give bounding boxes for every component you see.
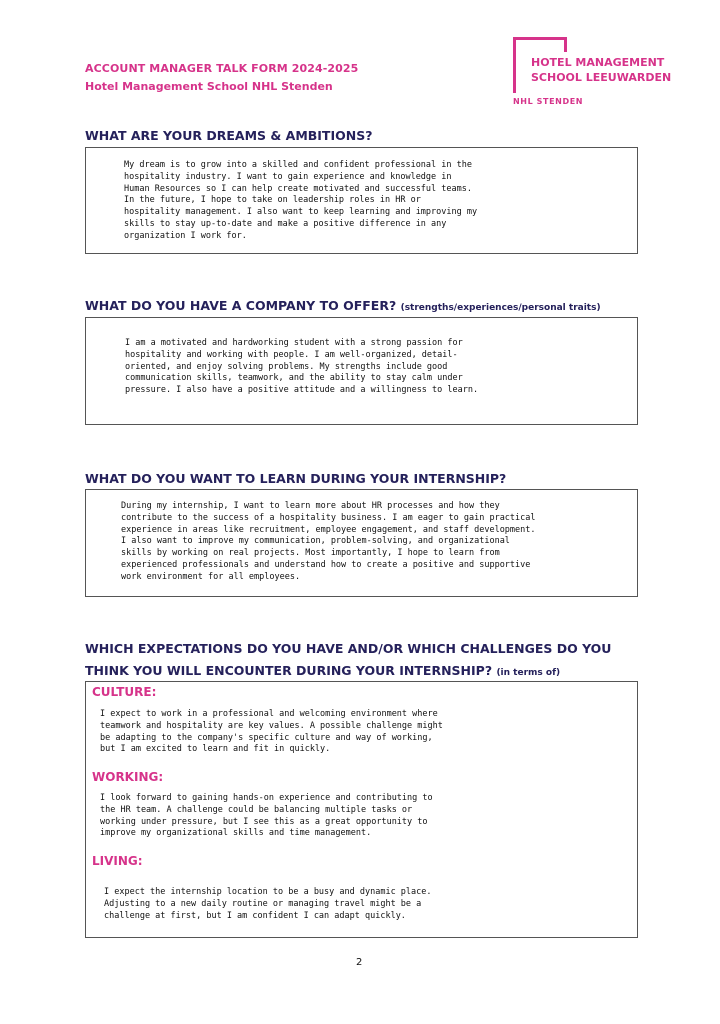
section-expectations-title-suffix: (in terms of) <box>496 668 561 678</box>
living-answer: I expect the internship location to be a busy and dynamic place. Adjusting to a new daily routine or managing travel might be a challenge at first, but I am confident I can adapt quickly. <box>104 887 432 921</box>
culture-label: CULTURE: <box>92 685 157 699</box>
offer-answer-box[interactable] <box>85 317 638 425</box>
offer-answer: I am a motivated and hardworking student with a strong passion for hospitality and working with people. I am well-organized, detail- oriented, and enjoy solving problems. My strengths include good communication skills, teamwork, and the ability to stay calm under pressure. I also have a positive attitude and a willingness to learn. <box>125 338 479 396</box>
dreams-answer-box[interactable] <box>85 147 638 254</box>
section-expectations-title-line2 <box>85 663 560 678</box>
living-label: LIVING: <box>92 854 143 868</box>
working-answer: I look forward to gaining hands-on experience and contributing to the HR team. A challenge could be balancing multiple tasks or working under pressure, but I see this as a great opportunity to improve my organizational skills and time management. <box>100 793 433 839</box>
logo-line1: HOTEL MANAGEMENT <box>531 56 665 69</box>
section-offer-title <box>85 298 601 313</box>
section-offer-title-text: WHAT DO YOU HAVE A COMPANY TO OFFER? <box>85 298 397 313</box>
culture-answer: I expect to work in a professional and welcoming environment where teamwork and hospitality are key values. A possible challenge might be adapting to the company's specific culture and way of working, but I am excited to learn and fit in quickly. <box>100 709 443 755</box>
section-learn-title <box>85 471 506 486</box>
section-expectations-title-line1-text: WHICH EXPECTATIONS DO YOU HAVE AND/OR WHICH CHALLENGES DO YOU <box>85 641 612 656</box>
expectations-box[interactable] <box>85 681 638 938</box>
logo-line2: SCHOOL LEEUWARDEN <box>531 71 672 84</box>
section-offer-title-suffix: (strengths/experiences/personal traits) <box>400 303 601 313</box>
form-title: ACCOUNT MANAGER TALK FORM 2024-2025 <box>85 62 359 75</box>
section-learn-title-text: WHAT DO YOU WANT TO LEARN DURING YOUR INTERNSHIP? <box>85 471 507 486</box>
working-label: WORKING: <box>92 770 164 784</box>
dreams-answer: My dream is to grow into a skilled and confident professional in the hospitality industry. I want to gain experience and knowledge in Human Resources so I can help create motivated and successful teams. In the future, I hope to take on leadership roles in HR or hospitality management. I also want to keep learning and improving my skills to stay up-to-date and make a positive difference in any organization I work for. <box>124 160 478 241</box>
school-name: Hotel Management School NHL Stenden <box>85 80 333 93</box>
logo-frame-right <box>564 37 567 52</box>
page-number: 2 <box>356 957 363 968</box>
section-dreams-title <box>85 128 372 143</box>
learn-answer: During my internship, I want to learn more about HR processes and how they contribute to the success of a hospitality business. I am eager to gain practical experience in areas like recruitment, employee engagement, and staff development. I also want to improve my communication, problem-solving, and organizational skills by working on real projects. Most importantly, I hope to learn from experienced professionals and understand how to create a positive and supportive work environment for all employees. <box>121 501 536 582</box>
logo-line3: NHL STENDEN <box>513 97 584 106</box>
section-expectations-title-line2-text: THINK YOU WILL ENCOUNTER DURING YOUR INTERNSHIP? <box>85 663 493 678</box>
section-expectations-title-line1 <box>85 641 611 656</box>
section-dreams-title-text: WHAT ARE YOUR DREAMS & AMBITIONS? <box>85 128 373 143</box>
learn-answer-box[interactable] <box>85 489 638 597</box>
